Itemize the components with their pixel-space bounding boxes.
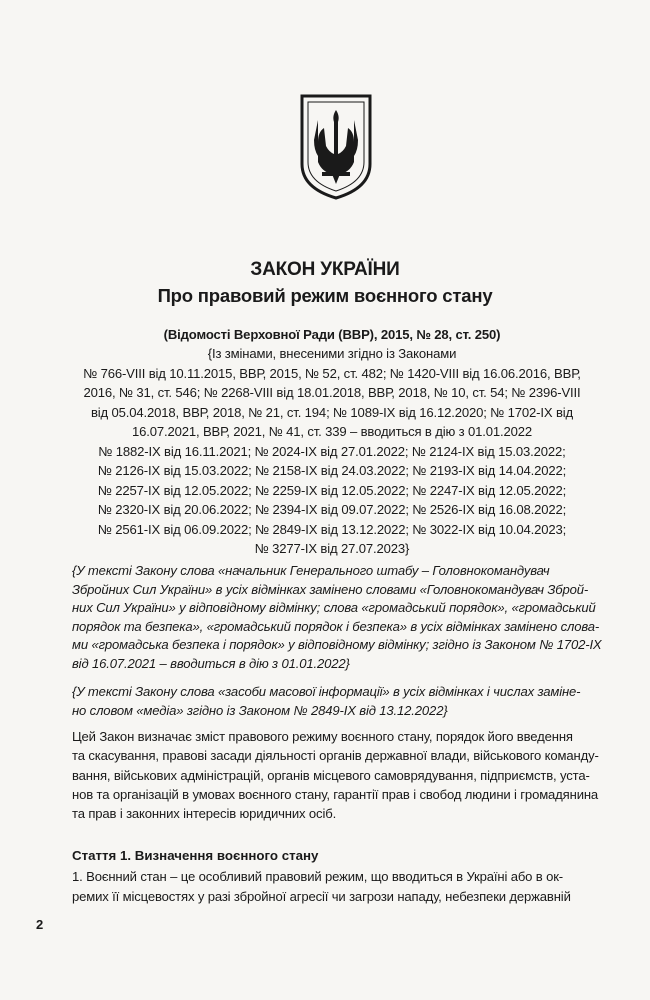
amendment-line: 2016, № 31, ст. 546; № 2268-VIII від 18.01.2018, ВВР, 2018, № 10, ст. 54; № 2396-VIII bbox=[83, 385, 581, 400]
amendment-line: {Із змінами, внесеними згідно із Законами bbox=[207, 346, 457, 361]
note-line: порядок та безпека», «громадський порядок і безпека» в усіх відмінках замінено слова- bbox=[72, 618, 600, 634]
preamble-line: Цей Закон визначає зміст правового режиму воєнного стану, порядок його введення bbox=[72, 729, 573, 744]
amendment-line: 16.07.2021, ВВР, 2021, № 41, ст. 339 – вводиться в дію з 01.01.2022 bbox=[131, 424, 533, 439]
preamble-line: та скасування, правові засади діяльності органів державної влади, військового команду- bbox=[72, 748, 599, 764]
article-1-paragraph-1 bbox=[72, 867, 616, 907]
amendment-line: № 2126-IX від 15.03.2022; № 2158-IX від 24.03.2022; № 2193-IX від 14.04.2022; bbox=[97, 463, 567, 478]
preamble-line: нов та організацій в умовах воєнного стану, гарантії прав і свобод людини і громадянина bbox=[72, 786, 599, 802]
preamble-line: та прав і законних інтересів юридичних осіб. bbox=[72, 806, 337, 822]
law-subtitle: Про правовий режим воєнного стану bbox=[157, 285, 493, 306]
preamble bbox=[72, 727, 616, 823]
paragraph-line: 1. Воєнний стан – це особливий правовий режим, що вводиться в Україні або в ок- bbox=[72, 869, 564, 884]
tryzub-coat-of-arms-icon bbox=[296, 92, 376, 202]
note-line: від 16.07.2021 – вводиться в дію з 01.01.2022} bbox=[72, 655, 350, 671]
amendment-line: № 1882-IX від 16.11.2021; № 2024-IX від 27.01.2022; № 2124-IX від 15.03.2022; bbox=[98, 443, 566, 459]
law-title: ЗАКОН УКРАЇНИ bbox=[250, 259, 400, 280]
page-number: 2 bbox=[36, 917, 44, 932]
amendment-line: № 2257-IX від 12.05.2022; № 2259-IX від 12.05.2022; № 2247-IX від 12.05.2022; bbox=[97, 482, 567, 498]
article-1-heading: Стаття 1. Визначення воєнного стану bbox=[72, 848, 319, 863]
note-line: но словом «медіа» згідно із Законом № 2849-IX від 13.12.2022} bbox=[72, 702, 448, 718]
editorial-note-2 bbox=[72, 683, 616, 720]
amendments-block bbox=[52, 344, 612, 559]
amendment-line: № 3277-IX від 27.07.2023} bbox=[254, 541, 410, 556]
source-reference: (Відомості Верховної Ради (ВВР), 2015, № 28, ст. 250) bbox=[163, 327, 501, 342]
note-line: {У тексті Закону слова «засоби масової інформації» в усіх відмінках і числах заміне- bbox=[72, 684, 581, 699]
amendment-line: від 05.04.2018, ВВР, 2018, № 21, ст. 194; № 1089-IX від 16.12.2020; № 1702-IX від bbox=[90, 404, 574, 420]
note-line: них Сил України» у відповідному відмінку; слова «громадський порядок», «громадський bbox=[72, 600, 596, 615]
amendment-line: № 766-VIII від 10.11.2015, ВВР, 2015, № 52, ст. 482; № 1420-VIII від 16.06.2016, ВВР, bbox=[83, 365, 581, 381]
note-line: ми «громадська безпека і порядок» у відповідному відмінку; згідно із Законом № 1702-IX bbox=[72, 637, 602, 652]
amendment-line: № 2561-IX від 06.09.2022; № 2849-IX від 13.12.2022; № 3022-IX від 10.04.2023; bbox=[97, 521, 567, 537]
editorial-note-1 bbox=[72, 562, 616, 673]
note-line: Збройних Сил України» в усіх відмінках замінено словами «Головнокомандувач Зброй- bbox=[72, 581, 589, 597]
amendment-line: № 2320-IX від 20.06.2022; № 2394-IX від 09.07.2022; № 2526-IX від 16.08.2022; bbox=[97, 502, 567, 517]
note-line: {У тексті Закону слова «начальник Генерального штабу – Головнокомандувач bbox=[72, 563, 550, 578]
preamble-line: вання, військових адміністрацій, органів місцевого самоврядування, підприємств, уста- bbox=[72, 767, 590, 783]
paragraph-line: ремих її місцевостях у разі збройної агресії чи загрози нападу, небезпеки державній bbox=[72, 889, 571, 904]
